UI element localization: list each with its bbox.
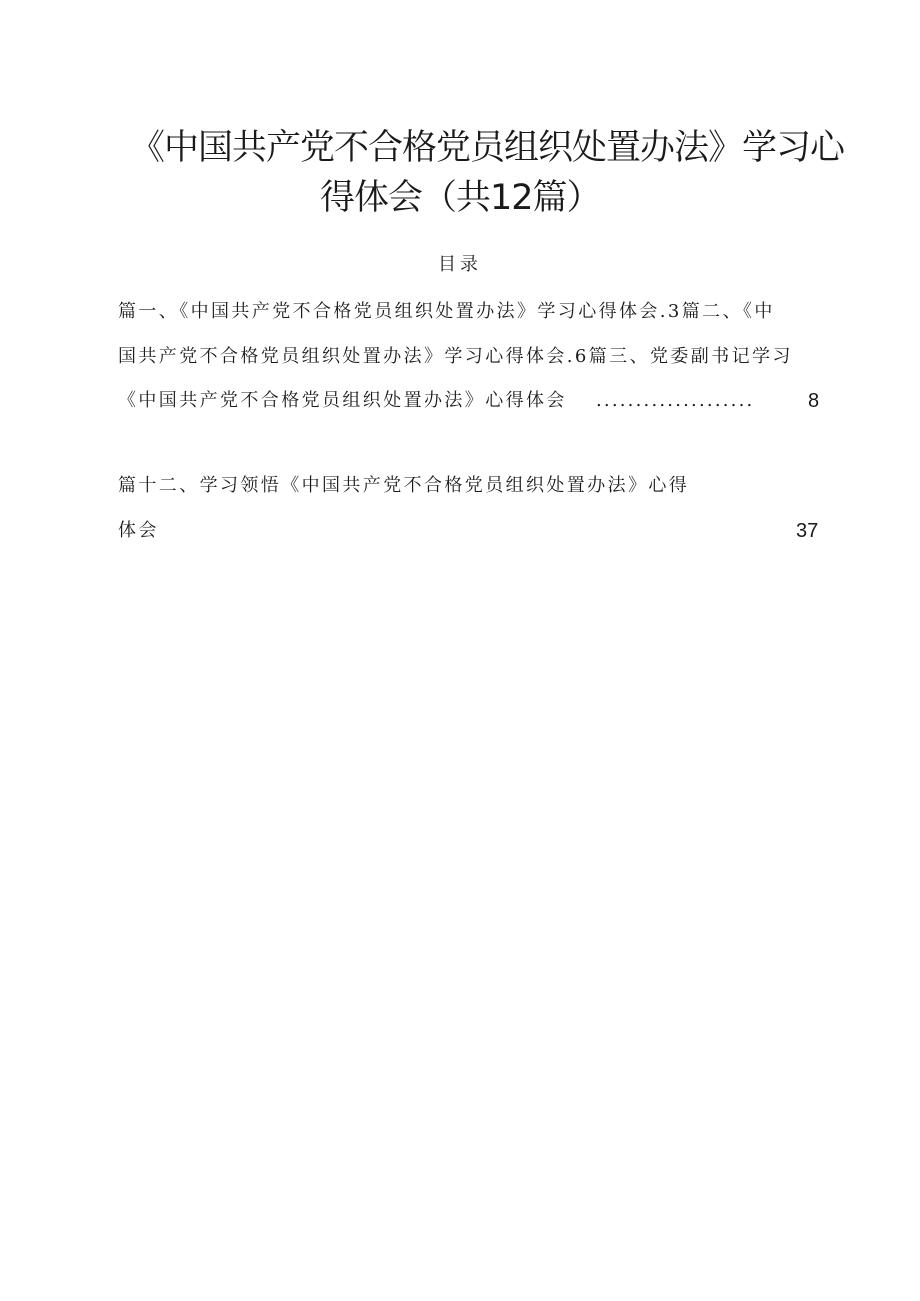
toc-entry-line[interactable]: 篇一、《中国共产党不合格党员组织处置办法》学习心得体会.3篇二、《中 — [118, 301, 775, 322]
toc-entry-line[interactable]: 体会 — [118, 520, 159, 541]
toc-page-number[interactable]: 37 — [796, 520, 819, 542]
toc-entry-line[interactable]: 篇十二、学习领悟《中国共产党不合格党员组织处置办法》心得 — [118, 475, 690, 496]
toc-entry-line[interactable]: 《中国共产党不合格党员组织处置办法》心得体会 — [118, 390, 567, 411]
toc-entry-line[interactable]: 国共产党不合格党员组织处置办法》学习心得体会.6篇三、党委副书记学习 — [118, 346, 793, 367]
toc-heading: 目录 — [438, 254, 482, 275]
toc-page-number[interactable]: 8 — [808, 390, 820, 412]
toc-leader-dots: .................... — [596, 390, 755, 411]
document-title-line-2: 得体会（共12篇） — [320, 178, 601, 218]
document-title-line-1: 《中国共产党不合格党员组织处置办法》学习心 — [130, 128, 845, 168]
